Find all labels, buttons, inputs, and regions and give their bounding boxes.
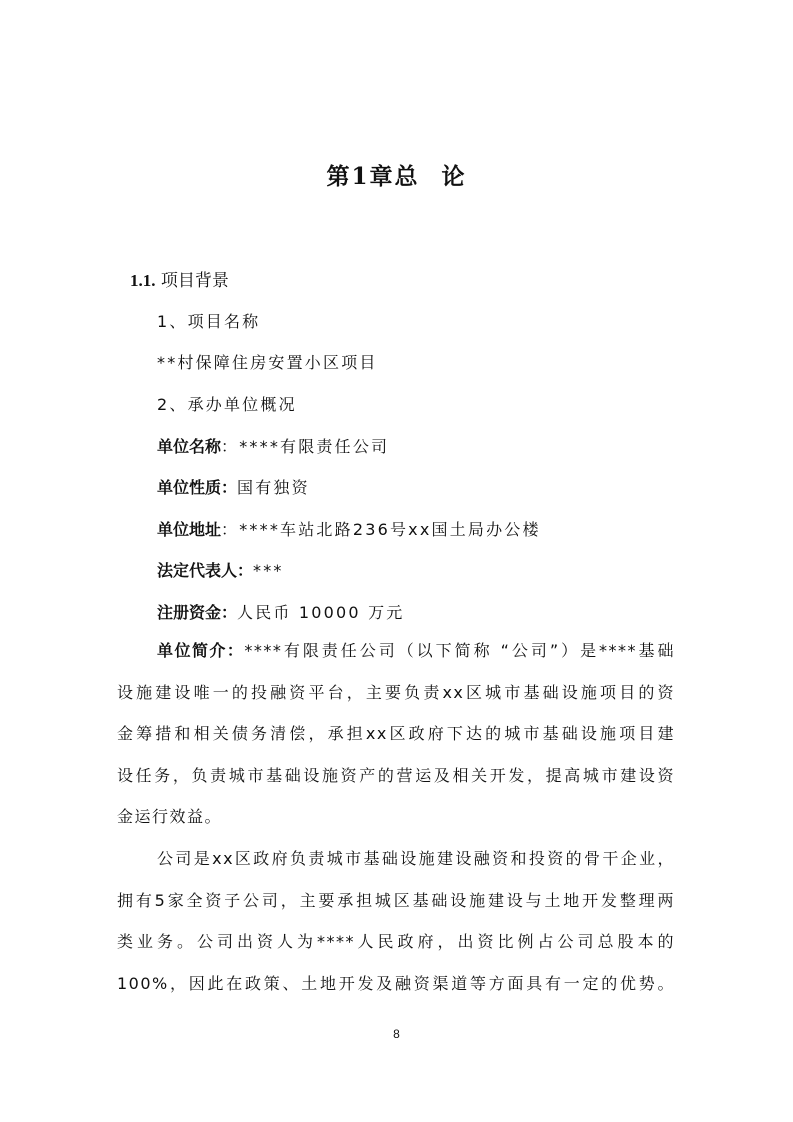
- company-row: 拥有5家全资子公司，主要承担城区基础设施建设与土地开发整理两: [117, 890, 675, 910]
- intro-row: 金筹措和相关债务清偿，承担xx区政府下达的城市基础设施项目建: [117, 724, 675, 743]
- field-value: ****有限责任公司: [239, 437, 390, 456]
- field-unit-nature: [157, 475, 310, 498]
- project-name-value: **村保障住房安置小区项目: [157, 353, 378, 372]
- field-value: 国有独资: [237, 478, 310, 497]
- field-separator: ：: [221, 520, 240, 539]
- chapter-title: [0, 158, 793, 191]
- intro-row: 金运行效益。: [117, 807, 223, 826]
- field-value: ****车站北路236号xx国土局办公楼: [239, 520, 541, 539]
- intro-row: 设施建设唯一的投融资平台，主要负责xx区城市基础设施项目的资: [117, 682, 675, 702]
- project-name-heading: 1、项目名称: [157, 312, 261, 331]
- field-label: 单位地址: [157, 520, 222, 539]
- intro-row-text: ****有限责任公司（以下简称 “公司”）是****基础: [244, 641, 675, 660]
- field-unit-name: [157, 434, 389, 457]
- field-label: 单位名称: [157, 437, 222, 456]
- company-paragraph: [117, 838, 675, 1004]
- field-label: 单位性质: [157, 478, 222, 497]
- field-value: 人民币 10000 万元: [237, 603, 405, 622]
- field-unit-address: [157, 517, 541, 540]
- company-row: 100%，因此在政策、土地开发及融资渠道等方面具有一定的优势。: [117, 973, 675, 993]
- page-number: 8: [393, 1027, 400, 1041]
- field-value: ***: [253, 561, 284, 580]
- section-title: 项目背景: [160, 271, 229, 291]
- section-number: 1.1.: [130, 271, 156, 290]
- field-label: 法定代表人: [157, 561, 238, 580]
- intro-row: 设任务，负责城市基础设施资产的营运及相关开发，提高城市建设资: [117, 765, 675, 785]
- field-separator: ：: [221, 478, 238, 497]
- field-separator: ：: [237, 561, 254, 580]
- field-registered-capital: [157, 600, 405, 623]
- field-separator: ：: [221, 437, 240, 456]
- field-label: 注册资金: [157, 603, 222, 622]
- intro-row: [117, 630, 675, 672]
- field-separator: ：: [221, 603, 238, 622]
- chapter-title-suffix: 论: [441, 163, 467, 190]
- chapter-title-prefix: 第1章总: [326, 163, 420, 190]
- company-row: 公司是xx区政府负责城市基础设施建设融资和投资的骨干企业，: [157, 849, 675, 868]
- organizer-heading: 2、承办单位概况: [157, 395, 297, 414]
- company-row: 类业务。公司出资人为****人民政府，出资比例占公司总股本的: [117, 932, 675, 951]
- field-legal-representative: [157, 558, 284, 581]
- intro-label: 单位简介：: [157, 641, 245, 660]
- intro-paragraph: [117, 630, 675, 838]
- section-heading: [130, 266, 229, 291]
